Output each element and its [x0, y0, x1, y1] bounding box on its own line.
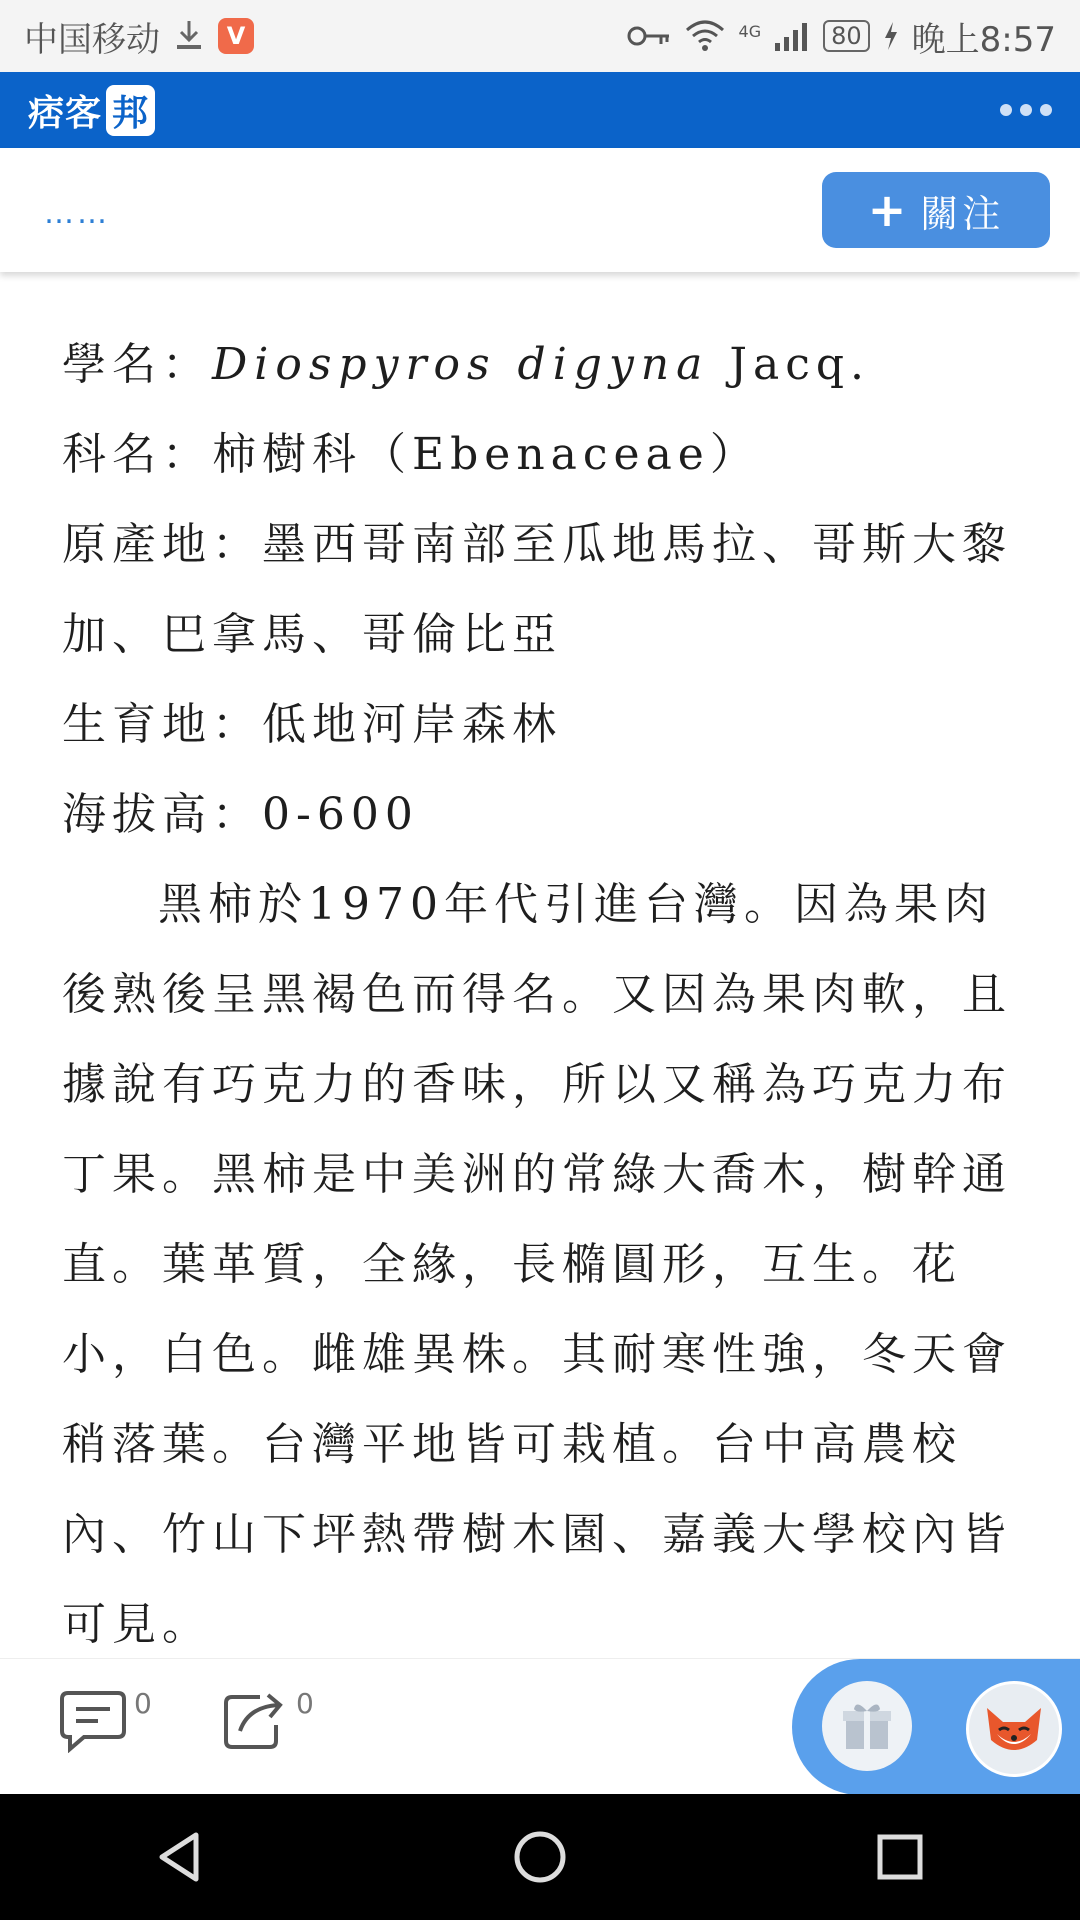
gift-icon: [840, 1699, 894, 1753]
share-icon: [220, 1687, 290, 1753]
follow-label: 關注: [920, 191, 1005, 236]
plus-icon: +: [867, 183, 911, 237]
charging-icon: [884, 22, 898, 50]
scientific-name-author: Jacq.: [709, 339, 871, 390]
app-notification-icon: V: [218, 18, 254, 54]
fox-avatar-icon: [979, 1694, 1049, 1764]
comment-icon: [58, 1687, 128, 1753]
wifi-icon: [685, 20, 725, 52]
follow-button[interactable]: [822, 172, 1050, 248]
altitude: 海拔高：0-600: [62, 789, 419, 840]
status-right: [627, 12, 1056, 61]
article-body: 黑柿於1970年代引進台灣。因為果肉後熟後呈黑褐色而得名。又因為果肉軟，且據說有巧克力的香味，所以又稱為巧克力布丁果。黑柿是中美洲的常綠大喬木，樹幹通直。葉革質，全緣，長橢圓形，互生。花小，白色。雌雄異株。其耐寒性強，冬天會稍落葉。台灣平地皆可栽植。台中高農校內、竹山下坪熱帶樹木園、嘉義大學校內皆可見。: [62, 879, 1012, 1650]
comment-count: 0: [134, 1687, 152, 1720]
user-avatar[interactable]: [966, 1681, 1062, 1777]
scientific-name: 學名：Diospyros digyna Jacq.: [62, 339, 871, 390]
carrier-name: 中国移动: [24, 19, 160, 60]
family-name: 科名：柿樹科（Ebenaceae）: [62, 429, 760, 480]
gift-button[interactable]: [822, 1681, 912, 1771]
logo-mark: 邦: [106, 85, 155, 136]
signal-icon: [775, 21, 809, 51]
clock: 晚上8:57: [911, 19, 1056, 60]
status-left: [24, 12, 254, 61]
author-bar: [0, 148, 1080, 272]
site-logo[interactable]: [28, 85, 155, 136]
home-icon[interactable]: [510, 1827, 570, 1887]
status-bar: [0, 0, 1080, 72]
bottom-right-panel: [792, 1659, 1080, 1795]
author-name[interactable]: ……: [44, 196, 110, 231]
bottom-action-bar: [0, 1658, 1080, 1795]
network-type: 4G: [738, 21, 762, 41]
scientific-name-italic: Diospyros digyna: [212, 339, 710, 390]
habitat: 生育地：低地河岸森林: [62, 699, 562, 750]
back-icon[interactable]: [150, 1827, 210, 1887]
app-header: [0, 72, 1080, 148]
key-icon: [627, 24, 671, 48]
battery-level: 80: [823, 20, 870, 52]
logo-text: 痞客: [28, 92, 103, 134]
origin: 原產地：墨西哥南部至瓜地馬拉、哥斯大黎加、巴拿馬、哥倫比亞: [62, 519, 1012, 660]
article-content: [62, 320, 1022, 1670]
share-button[interactable]: [220, 1687, 314, 1753]
recents-icon[interactable]: [870, 1827, 930, 1887]
download-icon: [174, 19, 204, 53]
system-nav-bar: [0, 1794, 1080, 1920]
comment-button[interactable]: [58, 1687, 152, 1753]
share-count: 0: [296, 1687, 314, 1720]
more-menu-icon[interactable]: [1000, 104, 1052, 116]
